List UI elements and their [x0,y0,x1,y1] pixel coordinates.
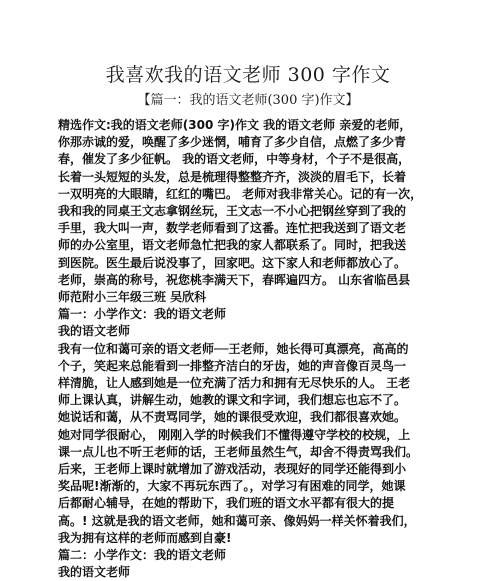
body-text-line: 一双明亮的大眼睛，红红的嘴巴。 老师对我非常关心。记的有一次， [58,186,423,201]
body-text-line: 她对同学很耐心， 刚刚入学的时候我们不懂得遵守学校的校规，上 [58,427,411,442]
body-text-line: 我的语文老师 [58,565,131,580]
body-text-line: 师上课认真，讲解生动，她教的课文和字词，我们想忘也忘不了。 [58,393,407,408]
body-text-line: 到医院。医生最后说没事了，回家吧。这下家人和老师都放心了。 [58,255,407,270]
body-text-line: 个子，笑起来总能看到一排整齐洁白的牙齿，她的声音像百灵鸟一 [58,358,407,373]
body-text-line: 高。! 这就是我的语文老师，她和蔼可亲、像妈妈一样关怀着我们， [58,513,416,528]
body-text-line: 师的办公室里，语文老师急忙把我的家人都联系了。同时，把我送 [58,238,407,253]
body-text-line: 春，催发了多少征帆。 我的语文老师，中等身材，个子不是很高， [58,152,411,167]
body-text-line: 后都耐心辅导，在她的帮助下，我们班的语文水平都有很大的提 [58,496,395,511]
body-text-line: 我和我的同桌王文志拿钢丝玩，王文志一不小心把钢丝穿到了我的 [58,204,407,219]
document-subtitle: 【篇一：我的语文老师(300 字)作文】 [137,93,359,108]
body-text-line: 篇一：小学作文：我的语文老师 [58,307,227,322]
body-text-line: 手里，我大叫一声，数学老师看到了这番。连忙把我送到了语文老 [58,221,407,236]
body-text-line: 你那赤诚的爱，唤醒了多少迷惘，哺育了多少自信，点燃了多少青 [58,135,407,150]
document-body [58,117,450,581]
body-text-line: 她说话和蔼，从不责骂同学，她的课很受欢迎，我们都很喜欢她。 [58,410,407,425]
body-text-line: 精选作文:我的语文老师(300 字)作文 我的语文老师 亲爱的老师， [58,118,412,132]
body-text-line: 课一点儿也不听王老师的话，王老师虽然生气，却舍不得责骂我们。 [58,444,419,459]
body-text-line: 我为拥有这样的老师而感到自豪! [58,530,232,545]
body-text-line: 篇二：小学作文：我的语文老师 [58,548,227,563]
body-text-line: 长着一头短短的头发，总是梳理得整整齐齐，淡淡的眉毛下，长着 [58,169,407,184]
body-text-line: 我的语文老师 [58,324,131,339]
body-text-line: 奖品呢!渐渐的，大家不再玩东西了。，对学习有困难的同学，她课 [58,479,406,494]
body-text-line: 后来，王老师上课时就增加了游戏活动，表现好的同学还能得到小 [58,462,407,477]
document-title: 我喜欢我的语文老师 300 字作文 [105,64,391,86]
body-text-line: 样清脆，让人感到她是一位充满了活力和拥有无尽快乐的人。 王老 [58,376,411,391]
body-text-line: 师范附小三年级三班 吴欣科 [58,290,207,305]
body-text-line: 我有一位和蔼可亲的语文老师──王老师，她长得可真漂亮，高高的 [58,341,409,356]
body-text-line: 老师，崇高的称号，祝您桃李满天下，春晖遍四方。 山东省临邑县 [58,272,411,287]
